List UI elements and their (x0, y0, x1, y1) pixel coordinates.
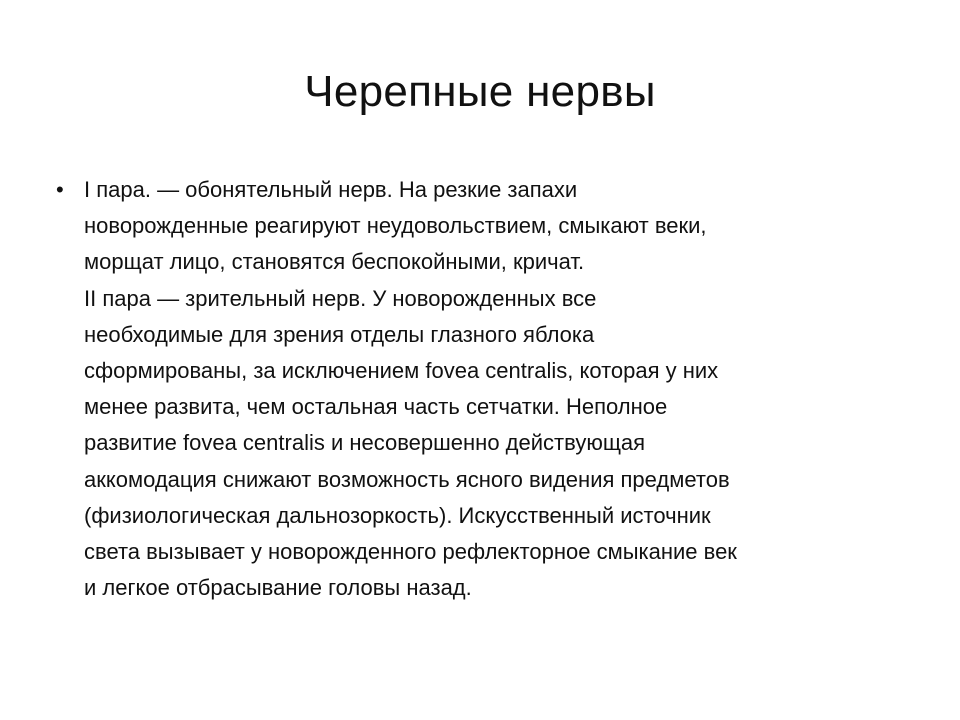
text-line: I пара. — обонятельный нерв. На резкие запахи (84, 177, 578, 202)
text-line: развитие fovea centralis и несовершенно действующая (84, 430, 646, 456)
text-line: необходимые для зрения отделы глазного яблока (84, 321, 595, 347)
bullet-item (56, 172, 906, 606)
text-line: сформированы, за исключением fovea centralis, которая у них (84, 358, 719, 384)
text-line: света вызывает у новорожденного рефлекторное смыкание век (84, 539, 737, 565)
bullet-icon: • (56, 177, 64, 202)
text-line: аккомодация снижают возможность ясного видения предметов (84, 466, 730, 492)
slide-title: Черепные нервы (304, 67, 656, 116)
text-line: и легкое отбрасывание головы назад. (84, 575, 472, 601)
bullet-text (84, 172, 906, 606)
text-line: новорожденные реагируют неудовольствием, смыкают веки, (84, 213, 707, 239)
text-line: морщат лицо, становятся беспокойными, кричат. (84, 249, 585, 275)
slide-content (56, 172, 906, 606)
text-line: (физиологическая дальнозоркость). Искусственный источник (84, 502, 711, 528)
text-line: менее развита, чем остальная часть сетчатки. Неполное (84, 394, 668, 420)
text-line: II пара — зрительный нерв. У новорожденных все (84, 285, 597, 311)
